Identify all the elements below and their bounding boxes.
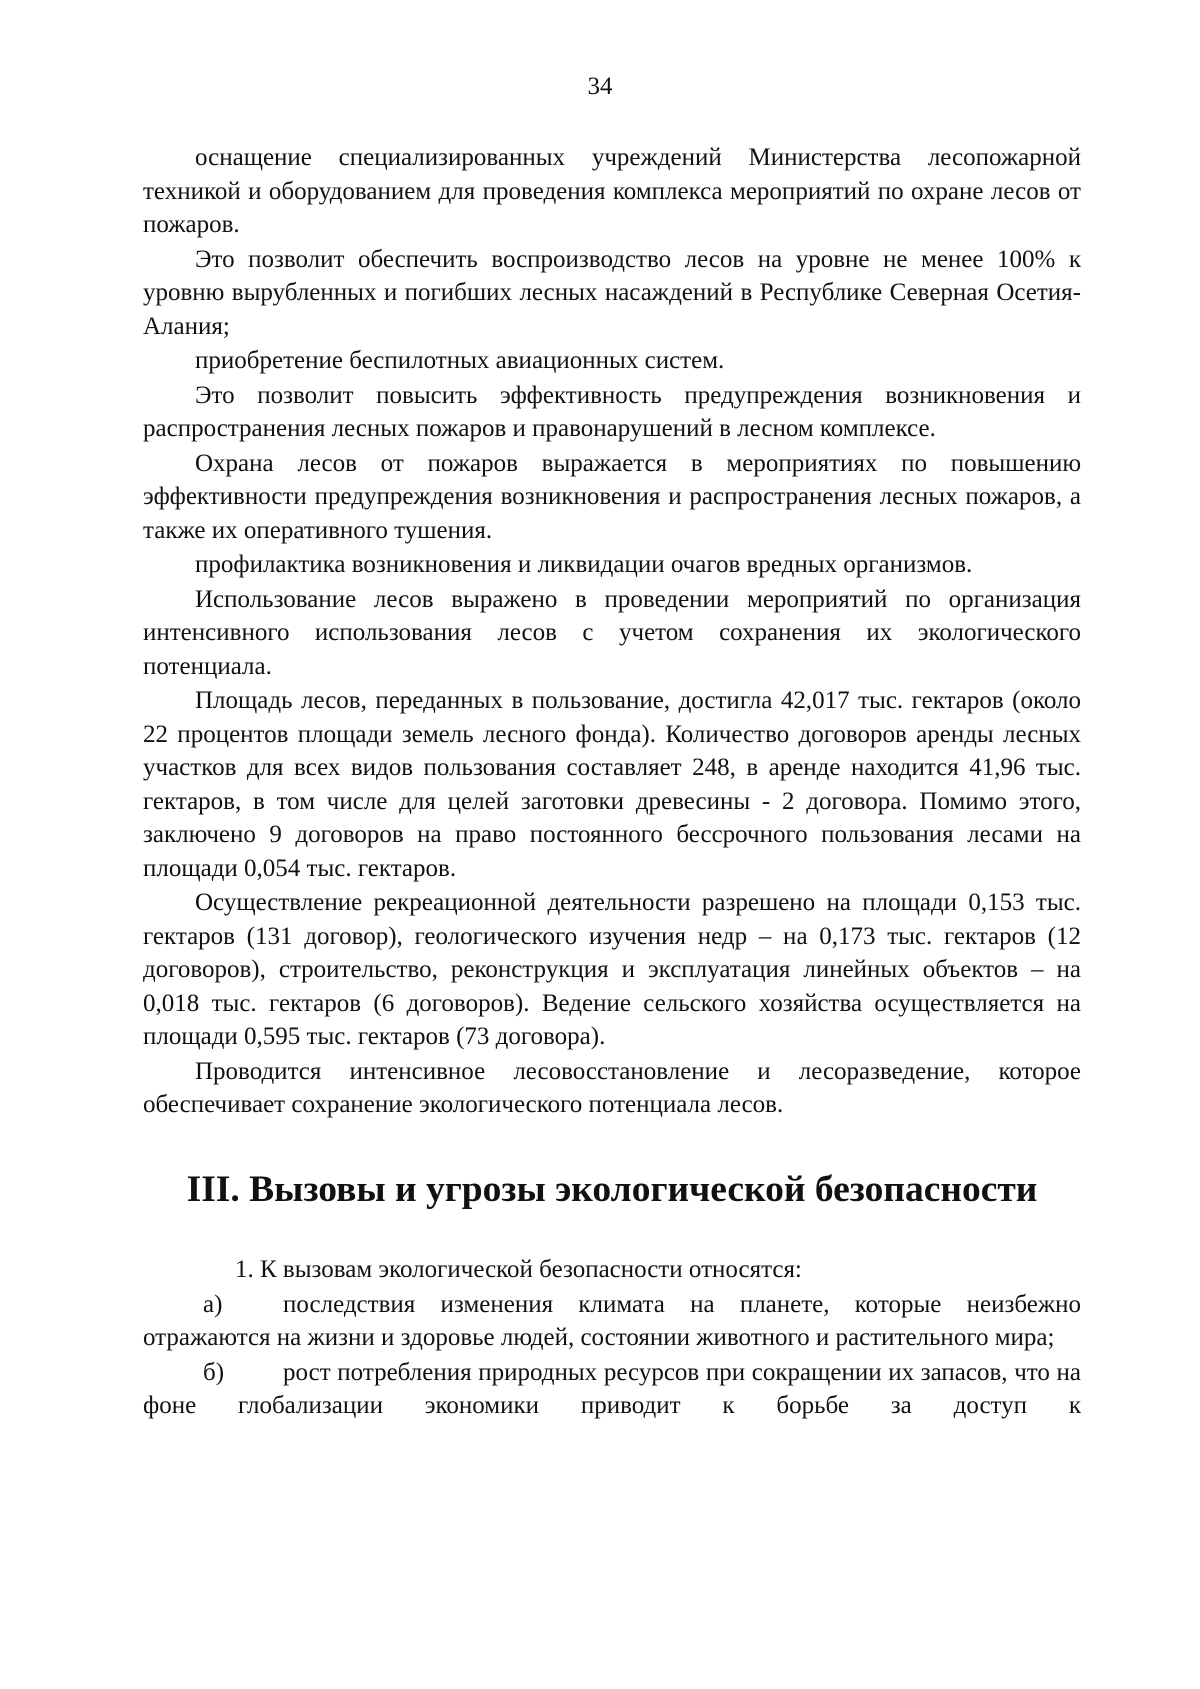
paragraph: Охрана лесов от пожаров выражается в мероприятиях по повышению эффективности предупреждения возникновения и распространения лесных пожаров, а также их оперативного тушения. [143,449,1081,544]
list-item-text: рост потребления природных ресурсов при сокращении их запасов, что на фоне глобализации экономики приводит к борьбе за доступ к [143,1358,1081,1419]
paragraph: Осуществление рекреационной деятельности разрешено на площади 0,153 тыс. гектаров (131 договор), геологического изучения недр – на 0,173 тыс. гектаров (12 договоров), строительство, реконструкция и эксплуатация линейных объектов – на 0,018 тыс. гектаров (6 договоров). Ведение сельского хозяйства осуществляется на площади 0,595 тыс. гектаров (73 договора). [143,889,1081,1050]
paragraph: приобретение беспилотных авиационных систем. [195,347,725,374]
list-intro: 1. К вызовам экологической безопасности относятся: [235,1256,802,1283]
paragraph: оснащение специализированных учреждений Министерства лесопожарной техникой и оборудованием для проведения комплекса мероприятий по охране лесов от пожаров. [143,144,1081,238]
paragraph: Проводится интенсивное лесовосстановление и лесоразведение, которое обеспечивает сохранение экологического потенциала лесов. [143,1057,1081,1118]
paragraph: Использование лесов выражено в проведении мероприятий по организация интенсивного использования лесов с учетом сохранения их экологического потенциала. [143,585,1081,680]
list-item-text: последствия изменения климата на планете, которые неизбежно отражаются на жизни и здоровье людей, состоянии животного и растительного мира; [143,1290,1081,1351]
paragraph: Площадь лесов, переданных в пользование, достигла 42,017 тыс. гектаров (около 22 процентов площади земель лесного фонда). Количество договоров аренды лесных участков для всех видов пользования составляет 248, в аренде находится 41,96 тыс. гектаров, в том числе для целей заготовки древесины - 2 договора. Помимо этого, заключено 9 договоров на право постоянного бессрочного пользования лесами на площади 0,054 тыс. гектаров. [143,687,1081,882]
paragraph: Это позволит повысить эффективность предупреждения возникновения и распространения лесных пожаров и правонарушений в лесном комплексе. [143,381,1081,442]
paragraph: Это позволит обеспечить воспроизводство лесов на уровне не менее 100% к уровню вырубленных и погибших лесных насаждений в Республике Северная Осетия-Алания; [143,245,1081,340]
list-item [143,1288,1081,1355]
paragraph: профилактика возникновения и ликвидации очагов вредных организмов. [195,551,973,578]
section-heading: III. Вызовы и угрозы экологической безопасности [186,1168,1038,1210]
list-item [143,1356,1081,1423]
document-body [143,141,1081,1424]
page-number: 34 [587,73,613,100]
list-marker: б) [203,1358,225,1386]
list-marker: а) [203,1290,223,1318]
